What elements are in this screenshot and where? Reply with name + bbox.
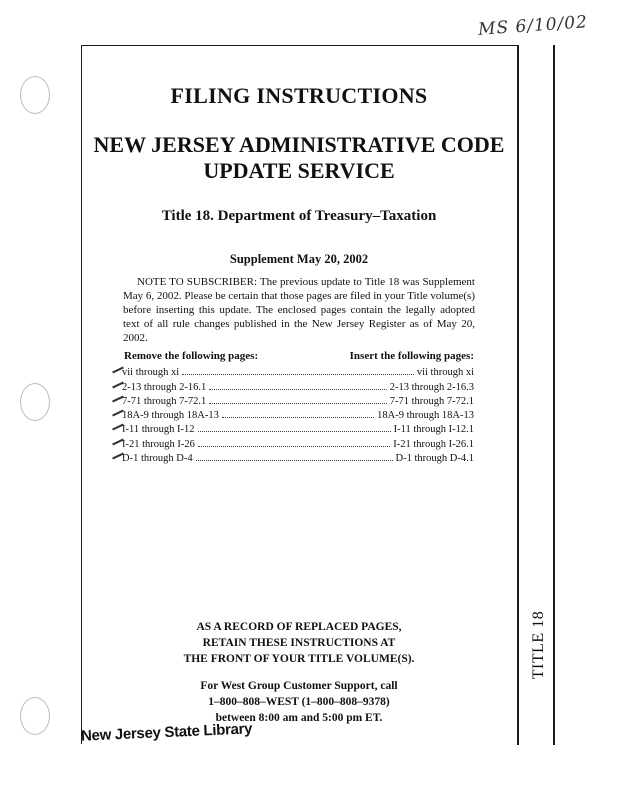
support-line: 1–800–808–WEST (1–800–808–9378) <box>208 696 390 708</box>
support-line: between 8:00 am and 5:00 pm ET. <box>215 712 383 724</box>
insert-pages-header: Insert the following pages: <box>349 350 474 362</box>
supplement-date: Supplement May 20, 2002 <box>229 252 369 266</box>
table-row <box>122 435 474 449</box>
code-title-line-1: NEW JERSEY ADMINISTRATIVE CODE <box>93 132 505 157</box>
insert-pages-cell: 18A-9 through 18A-13 <box>377 410 474 422</box>
dot-leader <box>182 374 414 375</box>
table-row <box>122 393 474 407</box>
table-row <box>122 407 474 421</box>
punch-hole-top <box>20 76 50 114</box>
record-line: RETAIN THESE INSTRUCTIONS AT <box>202 637 396 649</box>
customer-support <box>81 678 517 726</box>
remove-pages-cell: 18A-9 through 18A-13 <box>122 410 219 422</box>
punch-hole-bottom <box>20 697 50 735</box>
dot-leader <box>222 417 374 418</box>
library-stamp: New Jersey State Library <box>80 720 253 745</box>
code-title <box>81 132 517 184</box>
insert-pages-cell: I-21 through I-26.1 <box>393 438 474 450</box>
page-title: FILING INSTRUCTIONS <box>170 83 428 108</box>
remove-pages-cell: vii through xi <box>122 367 180 379</box>
subscriber-note: NOTE TO SUBSCRIBER: The previous update to Title 18 was Supplement May 6, 2002. Please be certain that those pages are filed in your Title volume(s) before inserting this update. The enclosed pages contain the legally adopted text of all rule changes published in the New Jersey Register as of May 20, 2002. <box>123 276 475 344</box>
remove-pages-header: Remove the following pages: <box>124 350 259 362</box>
support-line: For West Group Customer Support, call <box>200 680 398 692</box>
insert-pages-cell: vii through xi <box>416 367 474 379</box>
title-tab <box>526 605 552 685</box>
insert-pages-cell: I-11 through I-12.1 <box>393 424 474 436</box>
dot-leader <box>209 389 386 390</box>
remove-pages-cell: D-1 through D-4 <box>122 453 193 465</box>
code-title-line-2: UPDATE SERVICE <box>203 158 395 183</box>
dot-leader <box>198 431 391 432</box>
dot-leader <box>196 460 393 461</box>
dot-leader <box>209 403 386 404</box>
title-subtitle: Title 18. Department of Treasury–Taxation <box>161 208 437 224</box>
table-row <box>122 450 474 464</box>
record-line: AS A RECORD OF REPLACED PAGES, <box>196 621 402 633</box>
remove-pages-cell: 2-13 through 2-16.1 <box>122 381 207 393</box>
dot-leader <box>198 446 390 447</box>
handwritten-note: MS 6/10/02 <box>477 12 589 40</box>
insert-pages-cell: 7-71 through 7-72.1 <box>389 395 474 407</box>
record-line: THE FRONT OF YOUR TITLE VOLUME(S). <box>183 653 415 665</box>
remove-pages-cell: 7-71 through 7-72.1 <box>122 395 207 407</box>
table-row <box>122 378 474 392</box>
remove-pages-cell: I-11 through I-12 <box>122 424 195 436</box>
table-row <box>122 421 474 435</box>
table-row <box>122 364 474 378</box>
insert-pages-cell: 2-13 through 2-16.3 <box>389 381 474 393</box>
tab-edge-line <box>553 45 555 745</box>
title-tab-label: TITLE 18 <box>530 610 548 680</box>
record-instructions <box>81 619 517 667</box>
page-replacement-list <box>122 364 474 464</box>
punch-hole-middle <box>20 383 50 421</box>
remove-pages-cell: I-21 through I-26 <box>122 438 195 450</box>
insert-pages-cell: D-1 through D-4.1 <box>395 453 474 465</box>
tab-divider-line <box>517 45 519 745</box>
